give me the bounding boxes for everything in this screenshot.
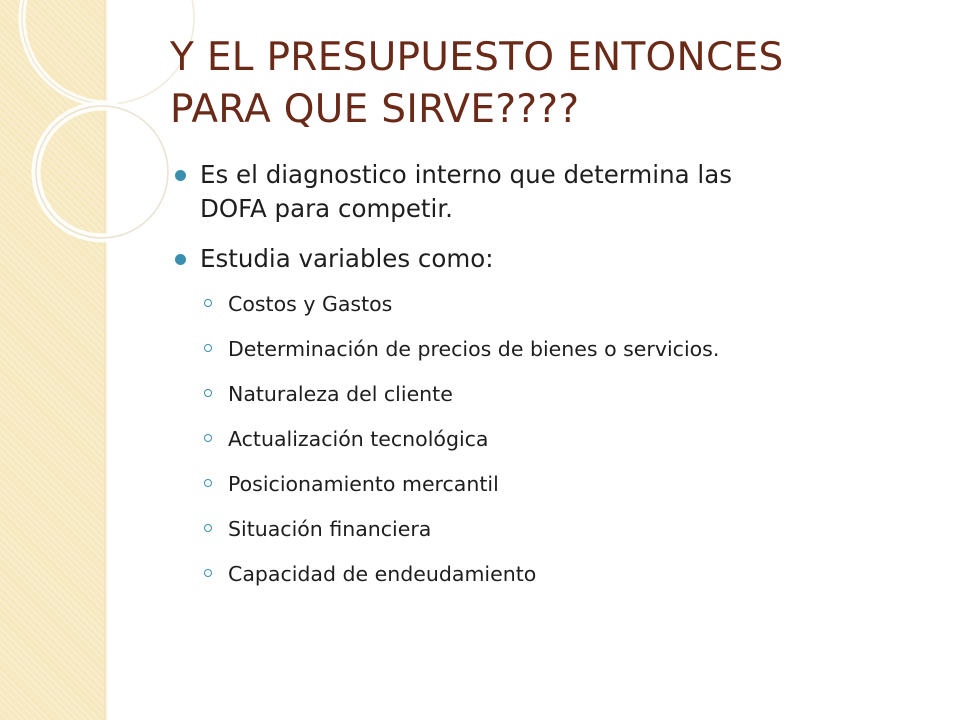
hollow-circle-bullet-icon	[204, 344, 212, 352]
deco-circle-small-outline	[36, 106, 168, 238]
bullet-text-line: Es el diagnostico interno que determina las	[200, 160, 733, 189]
deco-circle-large	[22, 0, 194, 104]
bullet-item-diagnostico	[170, 158, 930, 226]
sub-bullet-text: Costos y Gastos	[228, 292, 393, 316]
sub-bullet-text: Posicionamiento mercantil	[228, 472, 499, 496]
hollow-circle-bullet-icon	[204, 389, 212, 397]
bullet-dot-icon	[175, 170, 186, 181]
slide-title	[170, 32, 910, 136]
sub-bullet-item	[200, 425, 930, 453]
sub-bullet-item	[200, 380, 930, 408]
bullet-dot-icon	[175, 254, 186, 265]
sub-bullet-item	[200, 470, 930, 498]
sub-bullet-text: Situación financiera	[228, 517, 432, 541]
slide-title-line-1: Y EL PRESUPUESTO ENTONCES	[170, 35, 784, 80]
slide-title-line-2: PARA QUE SIRVE????	[170, 87, 580, 132]
bullet-item-variables	[170, 242, 930, 588]
sub-bullet-list	[200, 290, 930, 588]
hollow-circle-bullet-icon	[204, 524, 212, 532]
bullet-text-line: Estudia variables como:	[200, 244, 494, 273]
bullet-text-line: DOFA para competir.	[200, 194, 453, 223]
hollow-circle-bullet-icon	[204, 434, 212, 442]
sub-bullet-text: Naturaleza del cliente	[228, 382, 453, 406]
deco-circle-large-outline	[22, 0, 194, 104]
sub-bullet-text: Determinación de precios de bienes o servicios.	[228, 337, 720, 361]
sub-bullet-text: Actualización tecnológica	[228, 427, 489, 451]
sub-bullet-item	[200, 560, 930, 588]
bullet-list	[170, 158, 930, 605]
hollow-circle-bullet-icon	[204, 479, 212, 487]
hollow-circle-bullet-icon	[204, 299, 212, 307]
sub-bullet-item	[200, 290, 930, 318]
sub-bullet-text: Capacidad de endeudamiento	[228, 562, 537, 586]
sub-bullet-item	[200, 515, 930, 543]
hollow-circle-bullet-icon	[204, 569, 212, 577]
sub-bullet-item	[200, 335, 930, 363]
